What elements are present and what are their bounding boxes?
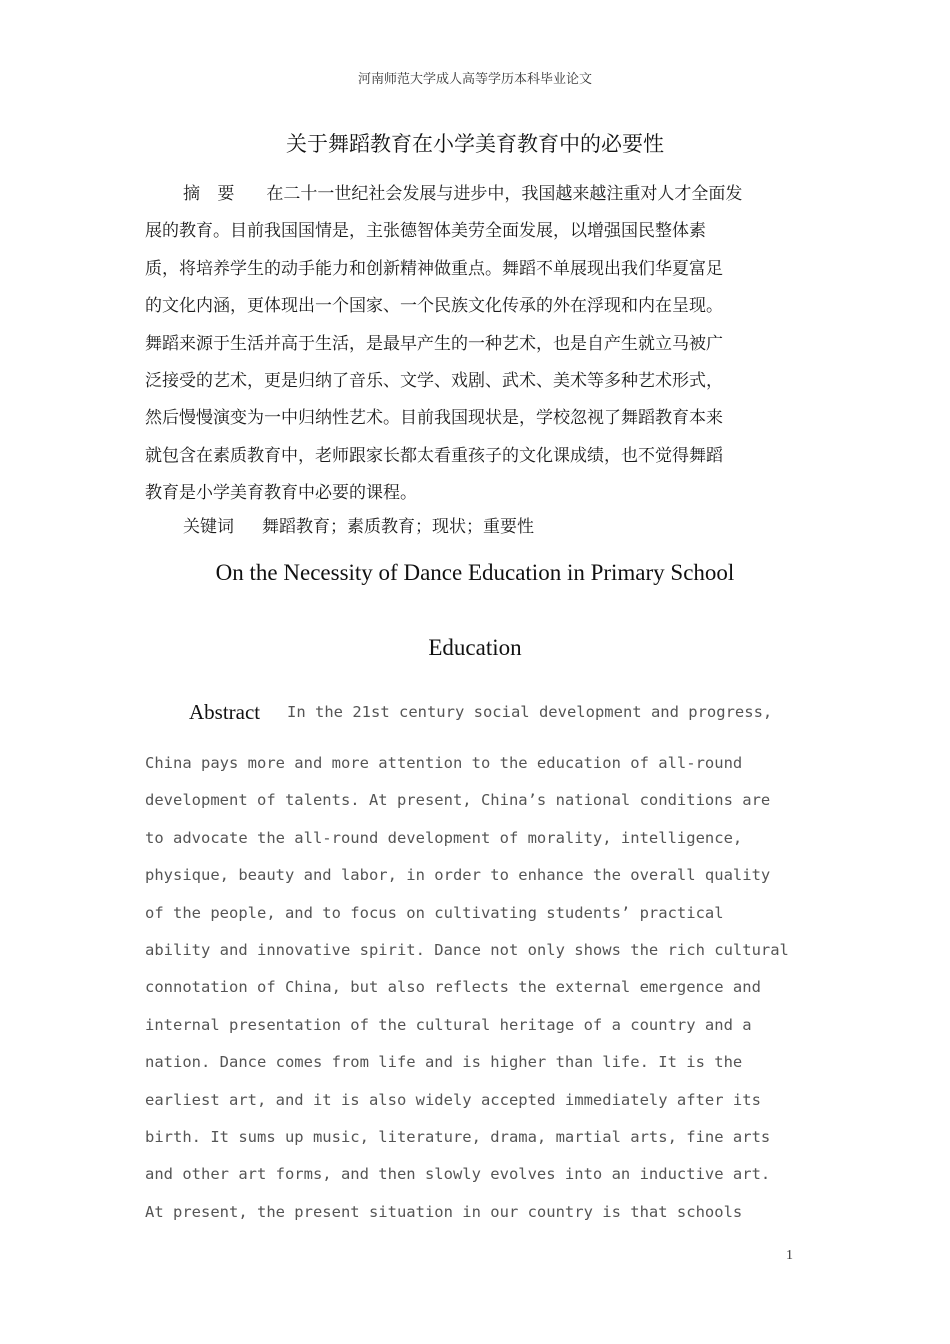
document-title-en-line2: Education (428, 635, 522, 660)
abstract-cn-line: 的文化内涵，更体现出一个国家、一个民族文化传承的外在浮现和内在呈现。 (145, 296, 723, 317)
abstract-en-line: nation. Dance comes from life and is higher than life. It is the (145, 1053, 743, 1072)
abstract-cn (145, 176, 810, 513)
abstract-en-line: internal presentation of the cultural heritage of a country and a (145, 1015, 752, 1034)
abstract-cn-line: 教育是小学美育教育中必要的课程。 (145, 483, 417, 504)
abstract-cn-line: 展的教育。目前我国国情是，主张德智体美劳全面发展，以增强国民整体素 (145, 221, 706, 242)
abstract-cn-line: 就包含在素质教育中，老师跟家长都太看重孩子的文化课成绩，也不觉得舞蹈 (145, 445, 723, 466)
keywords-cn-text: 舞蹈教育；素质教育；现状；重要性 (262, 517, 534, 537)
abstract-en-line: and other art forms, and then slowly evolves into an inductive art. (145, 1165, 771, 1184)
abstract-en-line: to advocate the all-round development of morality, intelligence, (145, 828, 743, 847)
abstract-en-label: Abstract (189, 700, 261, 724)
abstract-cn-line: 然后慢慢演变为一中归纳性艺术。目前我国现状是，学校忽视了舞蹈教育本来 (145, 408, 723, 429)
abstract-cn-line (145, 176, 810, 213)
page-header: 河南师范大学成人高等学历本科毕业论文 (357, 72, 592, 87)
abstract-cn-line: 泛接受的艺术，更是归纳了音乐、文学、戏剧、武术、美术等多种艺术形式， (145, 370, 723, 391)
abstract-en-line: China pays more and more attention to the education of all-round (145, 754, 743, 772)
abstract-en-line: At present, the present situation in our country is that schools (145, 1202, 743, 1221)
abstract-cn-label: 摘 要 (183, 184, 241, 204)
abstract-cn-line: 质，将培养学生的动手能力和创新精神做重点。舞蹈不单展现出我们华夏富足 (145, 258, 723, 279)
keywords-cn-label: 关键词 (183, 517, 234, 537)
abstract-en-line: physique, beauty and labor, in order to enhance the overall quality (145, 866, 771, 885)
abstract-en (145, 745, 825, 1231)
abstract-en-line: In the 21st century social development and progress, (287, 703, 773, 721)
page-number: 1 (786, 1248, 793, 1263)
keywords-cn (183, 512, 534, 542)
abstract-cn-line: 舞蹈来源于生活并高于生活，是最早产生的一种艺术，也是自产生就立马被广 (145, 333, 723, 354)
abstract-cn-text: 在二十一世纪社会发展与进步中，我国越来越注重对人才全面发 (266, 184, 743, 204)
document-title-en-line1: On the Necessity of Dance Education in Primary School (215, 560, 735, 585)
abstract-en-line: birth. It sums up music, literature, drama, martial arts, fine arts (145, 1127, 771, 1146)
abstract-en-line: connotation of China, but also reflects the external emergence and (145, 978, 761, 997)
abstract-en-line: of the people, and to focus on cultivating students’ practical (145, 903, 724, 922)
abstract-en-line: ability and innovative spirit. Dance not only shows the rich cultural (145, 940, 789, 959)
document-title-cn: 关于舞蹈教育在小学美育教育中的必要性 (286, 132, 664, 156)
abstract-en-line: earliest art, and it is also widely accepted immediately after its (145, 1090, 761, 1109)
abstract-en-line: development of talents. At present, China’s national conditions are (145, 791, 771, 810)
